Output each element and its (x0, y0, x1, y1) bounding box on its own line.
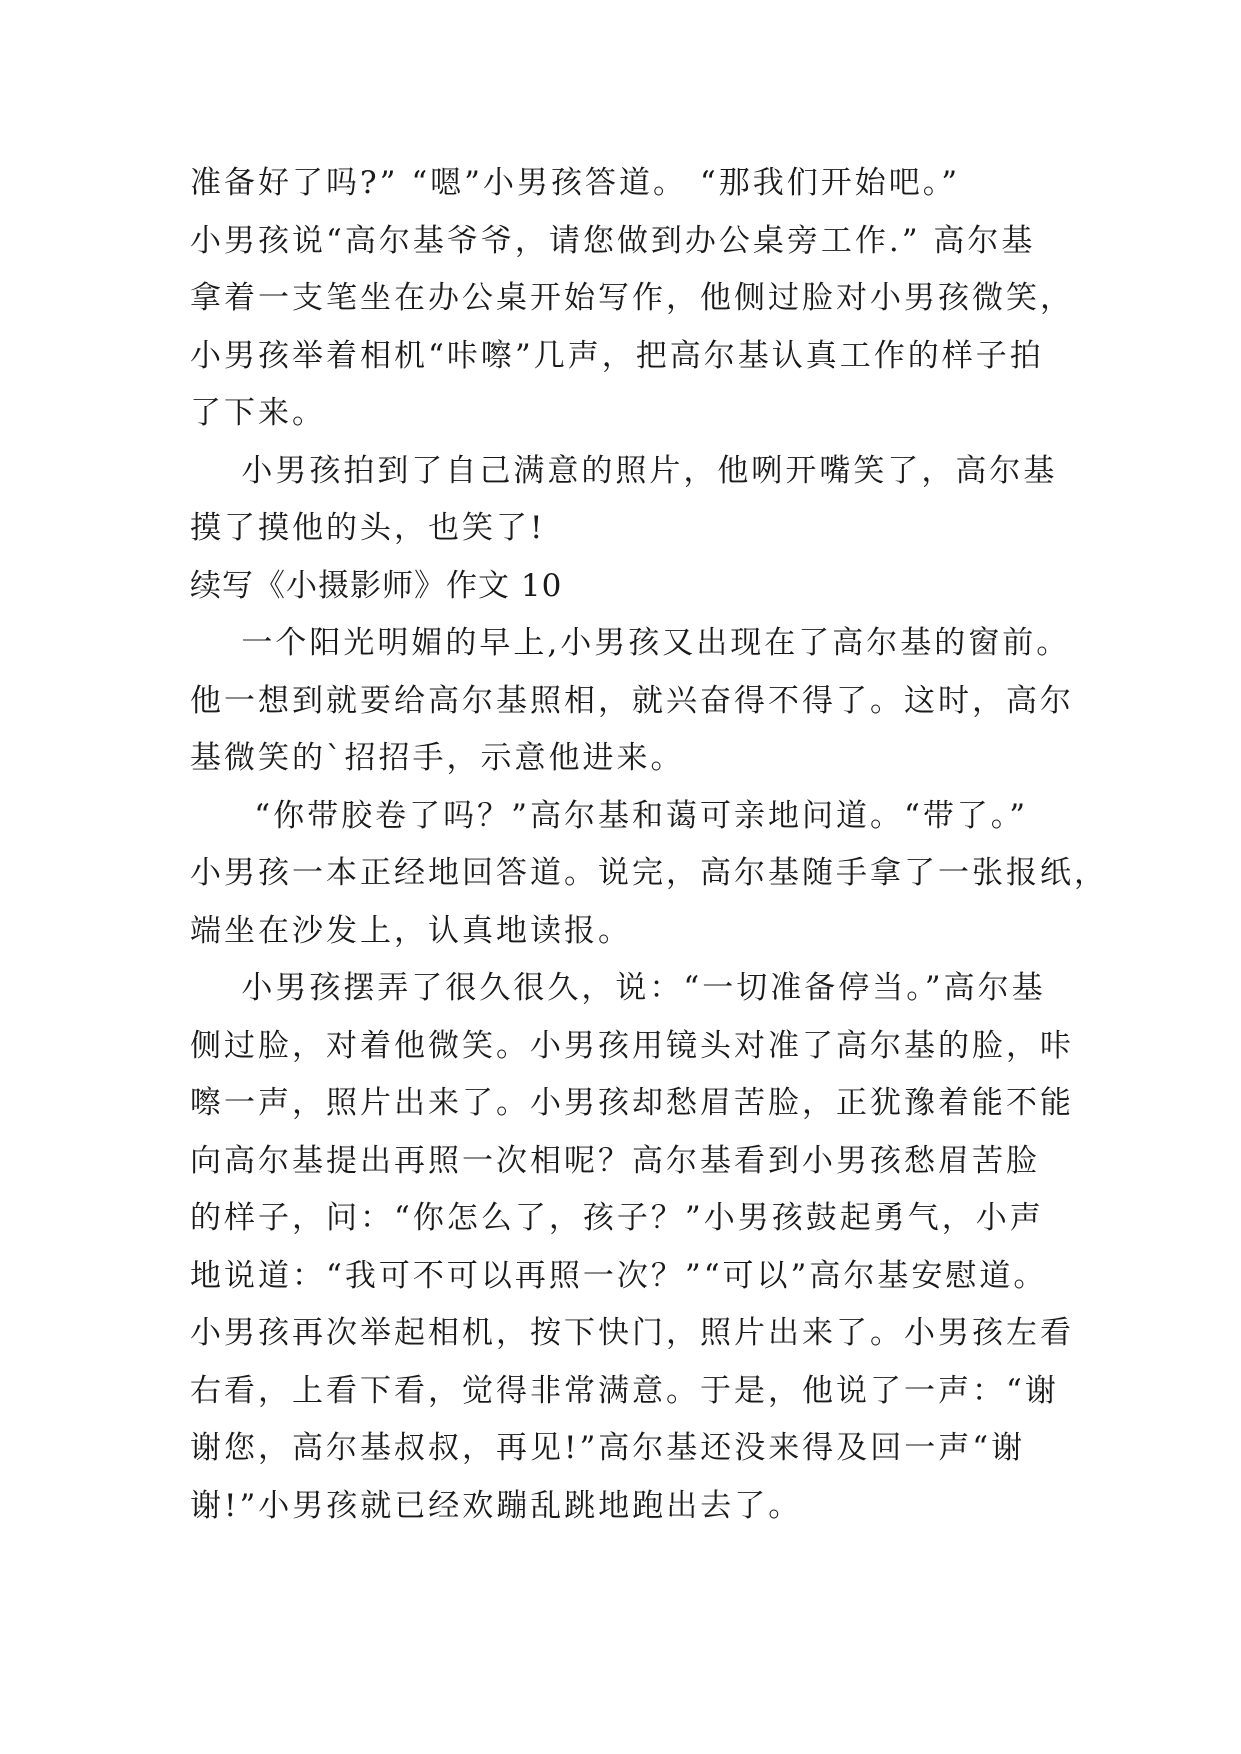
text-line: 地说道：“我可不可以再照一次？”“可以”高尔基安慰道。 (190, 1257, 1048, 1294)
text-line: 小男孩摆弄了很久很久，说：“一切准备停当。”高尔基 (190, 970, 1046, 1006)
text-line: “你带胶卷了吗？”高尔基和蔼可亲地问道。“带了。” (190, 797, 1029, 834)
text-line: 一个阳光明媚的早上,小男孩又出现在了高尔基的窗前。 (190, 625, 1071, 661)
document-body (190, 155, 1108, 1535)
text-line: 小男孩说“高尔基爷爷，请您做到办公桌旁工作.” 高尔基 (190, 222, 1036, 259)
text-line: 侧过脸，对着他微笑。小男孩用镜头对准了高尔基的脸，咔 (190, 1027, 1074, 1064)
text-line: 谢您，高尔基叔叔，再见!”高尔基还没来得及回一声“谢 (190, 1430, 1026, 1466)
text-line: 他一想到就要给高尔基照相，就兴奋得不得了。这时，高尔 (190, 682, 1074, 719)
text-line: 小男孩举着相机“咔嚓”几声，把高尔基认真工作的样子拍 (190, 337, 1044, 374)
section-title: 续写《小摄影师》作文 10 (190, 567, 563, 604)
text-line: 小男孩拍到了自己满意的照片，他咧开嘴笑了，高尔基 (190, 452, 1058, 489)
text-line: 小男孩一本正经地回答道。说完，高尔基随手拿了一张报纸， (190, 855, 1108, 891)
text-line: 向高尔基提出再照一次相呢？高尔基看到小男孩愁眉苦脸 (190, 1142, 1040, 1179)
text-line: 基微笑的`招招手，示意他进来。 (190, 740, 685, 776)
text-line: 谢!”小男孩就已经欢蹦乱跳地跑出去了。 (190, 1487, 803, 1524)
text-line: 了下来。 (190, 395, 326, 431)
text-line: 的样子，问：“你怎么了，孩子？”小男孩鼓起勇气，小声 (190, 1200, 1044, 1236)
text-line: 右看，上看下看，觉得非常满意。于是，他说了一声：“谢 (190, 1372, 1059, 1409)
text-line: 准备好了吗?” “嗯”小男孩答道。 “那我们开始吧。” (190, 165, 961, 201)
text-line: 嚓一声，照片出来了。小男孩却愁眉苦脸，正犹豫着能不能 (190, 1085, 1074, 1121)
text-line: 端坐在沙发上，认真地读报。 (190, 912, 632, 949)
text-line: 拿着一支笔坐在办公桌开始写作，他侧过脸对小男孩微笑， (190, 280, 1074, 316)
text-line: 小男孩再次举起相机，按下快门，照片出来了。小男孩左看 (190, 1315, 1074, 1351)
text-line: 摸了摸他的头，也笑了! (190, 510, 546, 546)
